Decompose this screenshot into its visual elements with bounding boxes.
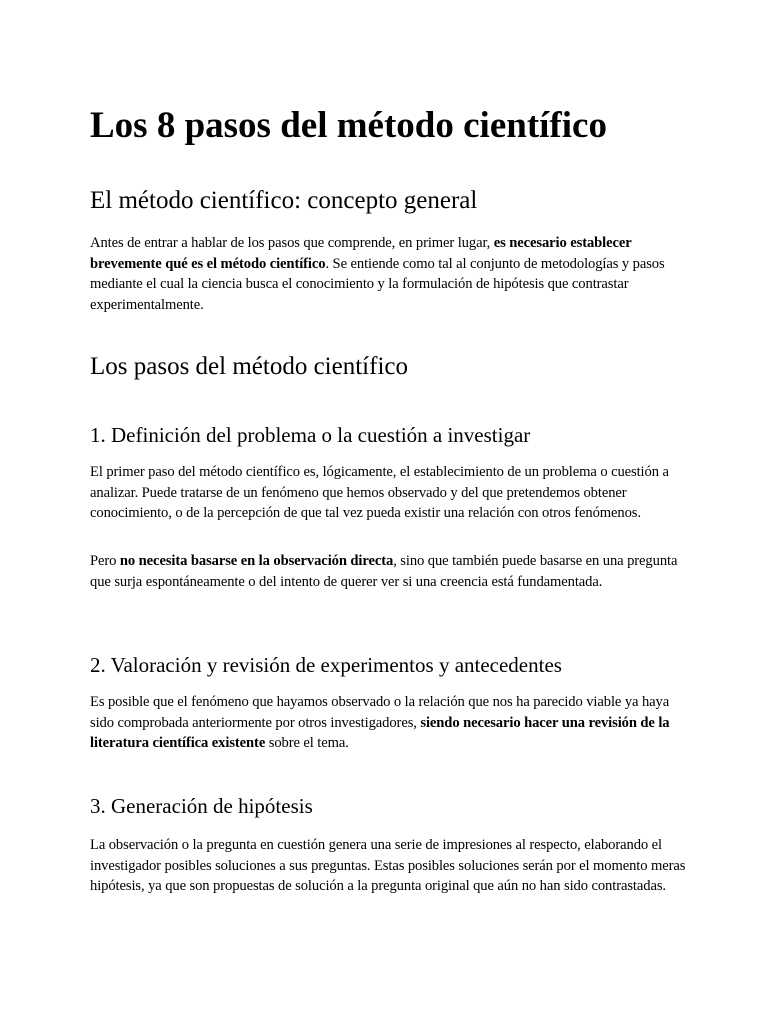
heading-step-2: 2. Valoración y revisión de experimentos y antecedentes (90, 653, 562, 677)
paragraph-bold-text: siendo necesario hacer una revisión de la literatura científica existente (90, 714, 670, 751)
heading-concepto-general: El método científico: concepto general (90, 187, 478, 214)
heading-step-3: 3. Generación de hipótesis (90, 794, 313, 818)
paragraph-text: sobre el tema. (265, 735, 349, 751)
paragraph-bold-text: es necesario establecer brevemente qué es el método científico (90, 235, 632, 272)
heading-pasos: Los pasos del método científico (90, 353, 408, 380)
paragraph-text: . Se entiende como tal al conjunto de metodologías y pasos mediante el cual la ciencia busca el conocimiento y la formulación de hipótesis que contrastar experimentalmente. (90, 255, 665, 313)
paragraph-step-1-a: El primer paso del método científico es, lógicamente, el establecimiento de un problema o cuestión a analizar. Puede tratarse de un fenómeno que hemos observado y del que pretendemos obtener conocimiento, o de la percepción de que tal vez pueda existir una relación con otros fenómenos. (90, 464, 669, 521)
paragraph-text: , sino que también puede basarse en una pregunta que surja espontáneamente o del intento de querer ver si una creencia está fundamentada. (90, 553, 678, 590)
paragraph-text: Antes de entrar a hablar de los pasos que comprende, en primer lugar, (90, 235, 494, 251)
paragraph-text: Es posible que el fenómeno que hayamos observado o la relación que nos ha parecido viable ya haya sido comprobada anteriormente por otros investigadores, (90, 694, 670, 731)
paragraph-step-2 (90, 692, 686, 754)
heading-step-1: 1. Definición del problema o la cuestión a investigar (90, 423, 531, 447)
document-title: Los 8 pasos del método científico (90, 105, 607, 146)
paragraph-concepto (90, 233, 686, 315)
paragraph-step-1-b (90, 551, 686, 592)
paragraph-step-3: La observación o la pregunta en cuestión genera una serie de impresiones al respecto, elaborando el investigador posibles soluciones a sus preguntas. Estas posibles soluciones serán por el momento meras hipótesis, ya que son propuestas de solución a la pregunta original que aún no han sido contrastadas. (90, 837, 686, 894)
paragraph-text: Pero (90, 553, 120, 569)
paragraph-bold-text: no necesita basarse en la observación directa (119, 553, 394, 569)
